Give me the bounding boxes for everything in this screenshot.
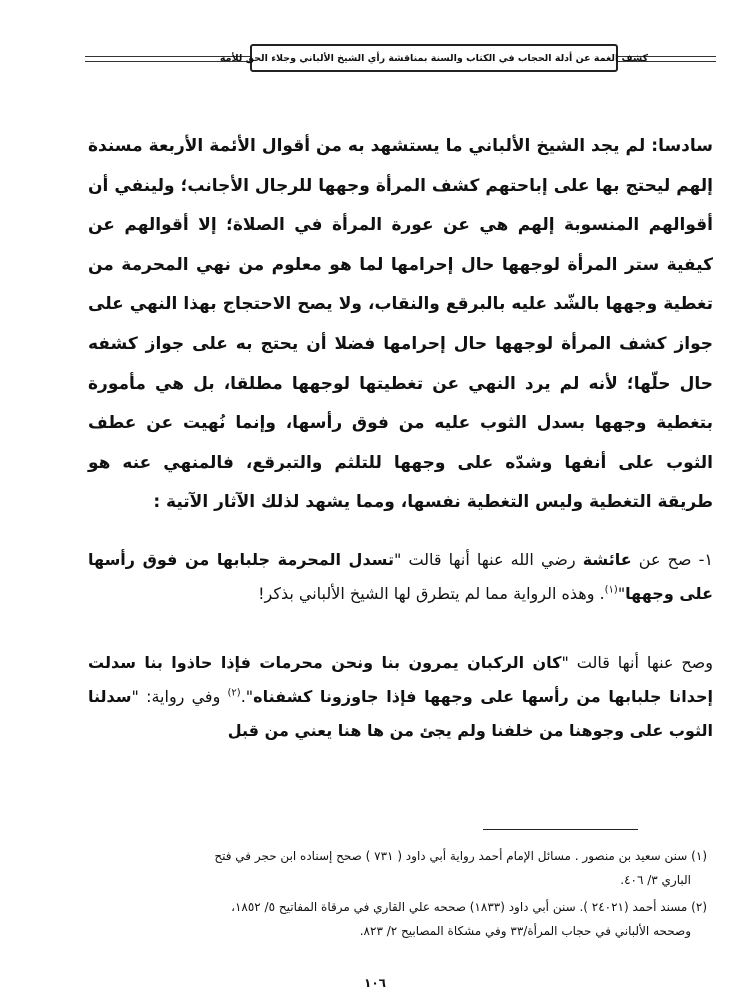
footnote-line: وصححه الألباني في حجاب المرأة/٣٣ وفي مشكاة المصابيح ٢/ ٨٢٣. (359, 924, 691, 938)
main-line: ولينفي أن أقوالهم المنسوبة إلهم هي عن عورة المرأة في الصلاة؛ إلا أقوالهم (88, 175, 713, 236)
main-line: حال حلّها؛ لأنه لم يرد النهي عن تغطيتها لوجهها مطلقا، بل هي مأمورة (88, 373, 713, 394)
footnote-ref-1[interactable]: (١) (604, 584, 618, 596)
main-line: مسندة إلهم ليحتج بها على إباحتهم كشف المرأة وجهها للرجال الأجانب؛ (88, 136, 713, 196)
main-line: عن كيفية ستر المرأة لوجهها حال إحرامها لما هو معلوم من نهي المحرمة من (88, 215, 713, 275)
narration-text: وفي رواية: " (131, 687, 228, 706)
footnote-2 (92, 895, 707, 943)
footnotes (92, 844, 707, 946)
main-line: سادسا: لم يجد الشيخ الألباني ما يستشهد به من أقوال الأئمة الأربعة (148, 136, 713, 156)
running-title: كشف الغمة عن أدلة الحجاب في الكتاب والسنة بمناقشة رأي الشيخ الألباني وجلاء الحق للأمة (219, 52, 649, 64)
footnote-1 (92, 844, 707, 892)
quote-close: " (617, 584, 626, 603)
narration-text: وصح عنها أنها قالت " (561, 653, 713, 672)
main-line: تغطية وجهها بالشّد عليه بالبرقع والنقاب، ولا يصح الاحتجاج بهذا النهي على (88, 294, 713, 315)
main-line: جواز كشف المرأة لوجهها حال إحرامها فضلا أن يحتج به على جواز كشفه (88, 333, 713, 354)
quoted-hadith: سدلنا الثوب على وجوهنا من خلفنا ولم يجئ من ها هنا يعني من قبل (88, 687, 713, 740)
page-number: ١٠٦ (364, 976, 386, 990)
running-header (219, 44, 649, 72)
quote-close: ". (240, 687, 254, 706)
footnote-line: (١) سنن سعيد بن منصور . مسائل الإمام أحمد رواية أبي داود ( ٧٣١ ) صحح إسناده ابن حجر في فتح (214, 849, 707, 863)
footnote-line: الباري ٣/ ٤٠٦. (620, 873, 691, 887)
quoted-hadith: كان الركبان يمرون بنا ونحن محرمات فإذا حاذوا بنا سدلت إحدانا جلبابها من رأسها على وجهها فإذا جاوزونا كشفناه (88, 653, 714, 706)
quoted-hadith: تسدل المحرمة جلبابها من فوق رأسها على وجهها (88, 550, 713, 603)
footnote-separator (483, 829, 638, 830)
footnote-line: (٢) مسند أحمد (٢٤٠٢١ ). سنن أبي داود (١٨٣٣) صححه علي القاري في مرقاة المفاتيح ٥/ ١٨٥٢، (231, 900, 707, 914)
main-line: الثوب على أنفها وشدّه على وجهها للتلثم والتبرقع، فالمنهي عنه هو طريقة (88, 452, 713, 513)
main-paragraph (88, 127, 713, 523)
narrator-name: عائشة (582, 550, 632, 569)
narration-2 (88, 646, 713, 748)
item-number: ١- (698, 550, 713, 569)
narration-1 (88, 543, 713, 611)
narration-text: رضي الله عنها أنها قالت " (393, 550, 576, 569)
narration-text: صح عن (638, 550, 692, 569)
main-line: بتغطية وجهها بسدل الثوب عليه من فوق رأسها، وإنما نُهيت عن عطف (88, 413, 713, 434)
narration-comment: . وهذه الرواية مما لم يتطرق لها الشيخ الألباني بذكر! (258, 584, 605, 603)
main-line: التغطية وليس التغطية نفسها، ومما يشهد لذلك الآثار الآتية : (153, 492, 652, 513)
footnote-ref-2[interactable]: (٢) (227, 687, 241, 699)
